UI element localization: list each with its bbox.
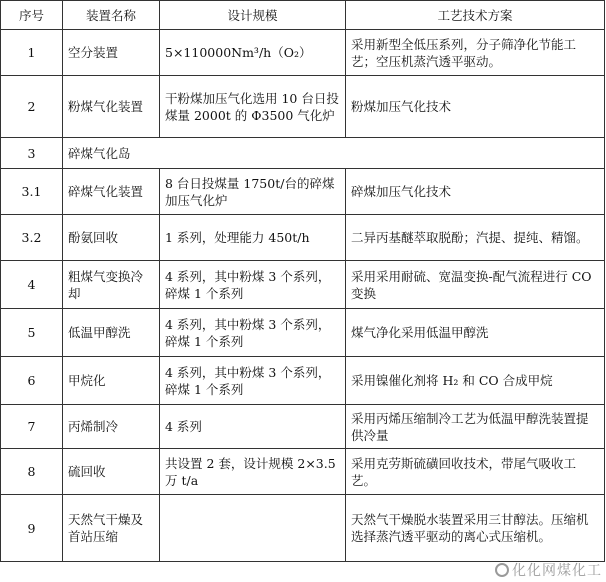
cell-name: 天然气干燥及首站压缩: [63, 495, 160, 562]
cell-scale: [160, 495, 346, 562]
cell-name-span: 碎煤气化岛: [63, 138, 605, 169]
table-row: [1, 169, 605, 215]
cell-no: 2: [1, 76, 63, 138]
header-tech: 工艺技术方案: [346, 1, 605, 30]
cell-scale: 干粉煤加压气化选用 10 台日投煤量 2000t 的 Φ3500 气化炉: [160, 76, 346, 138]
cell-tech: 采用镍催化剂将 H₂ 和 CO 合成甲烷: [346, 357, 605, 405]
cell-tech: 碎煤加压气化技术: [346, 169, 605, 215]
cell-name: 硫回收: [63, 449, 160, 495]
cell-no: 4: [1, 261, 63, 309]
cell-scale: 4 系列，其中粉煤 3 个系列，碎煤 1 个系列: [160, 261, 346, 309]
cell-tech: 采用丙烯压缩制冷工艺为低温甲醇洗装置提供冷量: [346, 405, 605, 449]
table-header-row: [1, 1, 605, 30]
table-row: [1, 215, 605, 261]
table-row: [1, 76, 605, 138]
table-row: [1, 449, 605, 495]
cell-tech: 粉煤加压气化技术: [346, 76, 605, 138]
cell-scale: 共设置 2 套，设计规模 2×3.5 万 t/a: [160, 449, 346, 495]
watermark: [495, 560, 602, 580]
cell-name: 碎煤气化装置: [63, 169, 160, 215]
cell-tech: 采用克劳斯硫磺回收技术，带尾气吸收工艺。: [346, 449, 605, 495]
table-row: [1, 405, 605, 449]
cell-no: 9: [1, 495, 63, 562]
watermark-text: 化化网煤化工: [512, 563, 602, 579]
cell-no: 3.2: [1, 215, 63, 261]
header-no: 序号: [1, 1, 63, 30]
cell-tech: 二异丙基醚萃取脱酚；汽提、提纯、精馏。: [346, 215, 605, 261]
table-row: [1, 357, 605, 405]
cell-scale: 4 系列，其中粉煤 3 个系列，碎煤 1 个系列: [160, 357, 346, 405]
table-row: [1, 30, 605, 76]
cell-tech: 采用采用耐硫、宽温变换-配气流程进行 CO 变换: [346, 261, 605, 309]
cell-no: 8: [1, 449, 63, 495]
cell-scale: 5×110000Nm³/h（O₂）: [160, 30, 346, 76]
cell-name: 粗煤气变换冷却: [63, 261, 160, 309]
cell-scale: 8 台日投煤量 1750t/台的碎煤加压气化炉: [160, 169, 346, 215]
cell-tech: 煤气净化采用低温甲醇洗: [346, 309, 605, 357]
cell-name: 空分装置: [63, 30, 160, 76]
table-row: [1, 261, 605, 309]
cell-no: 3.1: [1, 169, 63, 215]
cell-name: 低温甲醇洗: [63, 309, 160, 357]
table-row: [1, 495, 605, 562]
cell-tech: 采用新型全低压系列，分子筛净化节能工艺；空压机蒸汽透平驱动。: [346, 30, 605, 76]
header-name: 装置名称: [63, 1, 160, 30]
cell-no: 7: [1, 405, 63, 449]
cell-name: 甲烷化: [63, 357, 160, 405]
cell-name: 丙烯制冷: [63, 405, 160, 449]
cell-scale: 1 系列，处理能力 450t/h: [160, 215, 346, 261]
cell-no: 5: [1, 309, 63, 357]
cell-no: 3: [1, 138, 63, 169]
header-scale: 设计规模: [160, 1, 346, 30]
table-row: [1, 138, 605, 169]
cell-tech: 天然气干燥脱水装置采用三甘醇法。压缩机选择蒸汽透平驱动的离心式压缩机。: [346, 495, 605, 562]
wechat-logo-icon: [495, 563, 509, 577]
table-row: [1, 309, 605, 357]
cell-no: 6: [1, 357, 63, 405]
cell-scale: 4 系列: [160, 405, 346, 449]
cell-name: 粉煤气化装置: [63, 76, 160, 138]
cell-no: 1: [1, 30, 63, 76]
cell-scale: 4 系列，其中粉煤 3 个系列，碎煤 1 个系列: [160, 309, 346, 357]
cell-name: 酚氨回收: [63, 215, 160, 261]
